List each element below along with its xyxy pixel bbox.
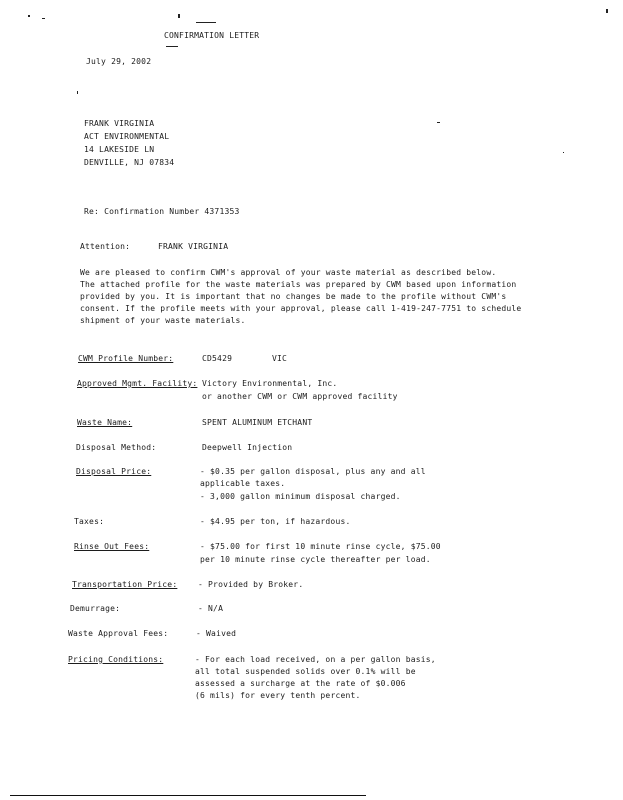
field-label-waste-name: Waste Name: bbox=[77, 418, 133, 427]
body-line: The attached profile for the waste materials was prepared by CWM based upon information bbox=[80, 280, 517, 289]
field-value: VIC bbox=[272, 354, 288, 363]
field-label-disposal-price: Disposal Price: bbox=[76, 467, 152, 476]
letter-title: CONFIRMATION LETTER bbox=[164, 31, 260, 40]
field-value: Deepwell Injection bbox=[202, 443, 293, 452]
field-value: - $0.35 per gallon disposal, plus any and all bbox=[200, 467, 426, 476]
scan-speck bbox=[606, 9, 608, 13]
field-label-disposal-method: Disposal Method: bbox=[76, 443, 157, 452]
body-line: shipment of your waste materials. bbox=[80, 316, 246, 325]
scan-speck bbox=[77, 91, 78, 94]
body-line: provided by you. It is important that no changes be made to the profile without CWM's bbox=[80, 292, 507, 301]
field-label-demurrage: Demurrage: bbox=[70, 604, 121, 613]
scan-speck bbox=[196, 22, 216, 23]
field-value: SPENT ALUMINUM ETCHANT bbox=[202, 418, 313, 427]
attention-name: FRANK VIRGINIA bbox=[158, 242, 229, 251]
scan-speck bbox=[166, 46, 178, 47]
field-value: - For each load received, on a per gallon basis, bbox=[195, 655, 436, 664]
scan-speck bbox=[42, 18, 45, 19]
field-label-transportation: Transportation Price: bbox=[72, 580, 178, 589]
field-label-approval-fees: Waste Approval Fees: bbox=[68, 629, 169, 638]
field-value: per 10 minute rinse cycle thereafter per load. bbox=[200, 555, 431, 564]
field-label-profile-number: CWM Profile Number: bbox=[78, 354, 174, 363]
body-line: consent. If the profile meets with your approval, please call 1-419-247-7751 to schedule bbox=[80, 304, 522, 313]
recipient-line: 14 LAKESIDE LN bbox=[84, 145, 155, 154]
field-label-facility: Approved Mgmt. Facility: bbox=[77, 379, 198, 388]
field-value: assessed a surcharge at the rate of $0.006 bbox=[195, 679, 406, 688]
scan-speck bbox=[437, 122, 440, 123]
field-label-taxes: Taxes: bbox=[74, 517, 105, 526]
reference-line: Re: Confirmation Number 4371353 bbox=[84, 207, 240, 216]
recipient-line: ACT ENVIRONMENTAL bbox=[84, 132, 170, 141]
field-value: - Provided by Broker. bbox=[198, 580, 304, 589]
field-value: all total suspended solids over 0.1% will be bbox=[195, 667, 416, 676]
bottom-rule bbox=[10, 795, 366, 796]
field-value: - $75.00 for first 10 minute rinse cycle, $75.00 bbox=[200, 542, 441, 551]
field-value: CD5429 bbox=[202, 354, 233, 363]
field-value: Victory Environmental, Inc. bbox=[202, 379, 338, 388]
field-value: - 3,000 gallon minimum disposal charged. bbox=[200, 492, 401, 501]
body-line: We are pleased to confirm CWM's approval of your waste material as described below. bbox=[80, 268, 497, 277]
field-value: applicable taxes. bbox=[200, 479, 286, 488]
field-value: - Waived bbox=[196, 629, 237, 638]
scan-speck bbox=[28, 15, 30, 17]
field-value: (6 mils) for every tenth percent. bbox=[195, 691, 361, 700]
field-label-pricing-conditions: Pricing Conditions: bbox=[68, 655, 164, 664]
field-value: - $4.95 per ton, if hazardous. bbox=[200, 517, 351, 526]
letter-date: July 29, 2002 bbox=[86, 57, 152, 66]
scan-speck bbox=[178, 14, 180, 18]
recipient-line: FRANK VIRGINIA bbox=[84, 119, 155, 128]
field-value: or another CWM or CWM approved facility bbox=[202, 392, 398, 401]
recipient-line: DENVILLE, NJ 07834 bbox=[84, 158, 175, 167]
field-label-rinse-fees: Rinse Out Fees: bbox=[74, 542, 150, 551]
attention-label: Attention: bbox=[80, 242, 131, 251]
field-value: - N/A bbox=[198, 604, 224, 613]
scan-speck bbox=[563, 152, 564, 153]
